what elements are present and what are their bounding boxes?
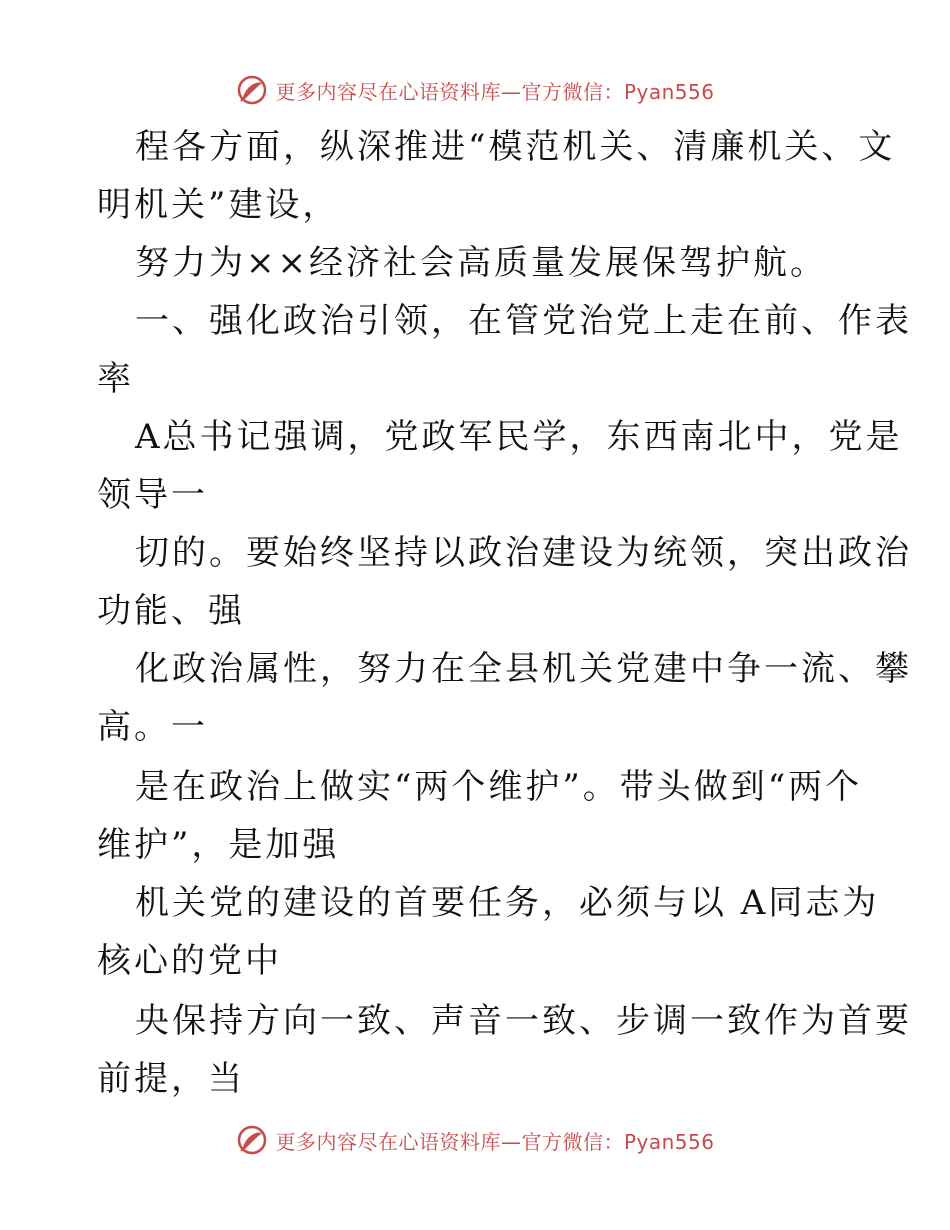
pen-swirl-logo-icon	[235, 73, 269, 107]
paragraph-line: 高。一	[97, 707, 208, 747]
paragraph-line: 央保持方向一致、声音一致、步调一致作为首要	[135, 1001, 912, 1041]
paragraph-line: 程各方面，纵深推进“模范机关、清廉机关、文	[135, 127, 896, 167]
paragraph-line: 机关党的建设的首要任务，必须与以 A同志为	[135, 883, 880, 923]
watermark-text: 更多内容尽在心语资料库—官方微信：Pyan556	[275, 1129, 715, 1154]
header-watermark	[0, 70, 950, 110]
paragraph-line: 切的。要始终坚持以政治建设为统领，突出政治	[135, 533, 912, 573]
paragraph-line: 化政治属性，努力在全县机关党建中争一流、攀	[135, 649, 912, 689]
paragraph-line: 维护”，是加强	[97, 825, 340, 865]
pen-swirl-logo-icon	[235, 1123, 269, 1157]
paragraph-line: 明机关”建设，	[97, 185, 340, 225]
paragraph-line: 努力为××经济社会高质量发展保驾护航。	[135, 243, 827, 283]
paragraph-line: 前提，当	[97, 1059, 245, 1099]
paragraph-line: 领导一	[97, 475, 208, 515]
watermark-text: 更多内容尽在心语资料库—官方微信：Pyan556	[275, 79, 715, 104]
footer-watermark	[0, 1120, 950, 1160]
paragraph-line: 核心的党中	[97, 941, 282, 981]
section-heading-line: 一、强化政治引领，在管党治党上走在前、作表	[135, 301, 912, 341]
paragraph-line: 是在政治上做实“两个维护”。带头做到“两个	[135, 767, 863, 807]
section-heading-line: 率	[97, 359, 134, 399]
paragraph-line: 功能、强	[97, 591, 245, 631]
paragraph-line: A总书记强调，党政军民学，东西南北中，党是	[135, 417, 903, 457]
